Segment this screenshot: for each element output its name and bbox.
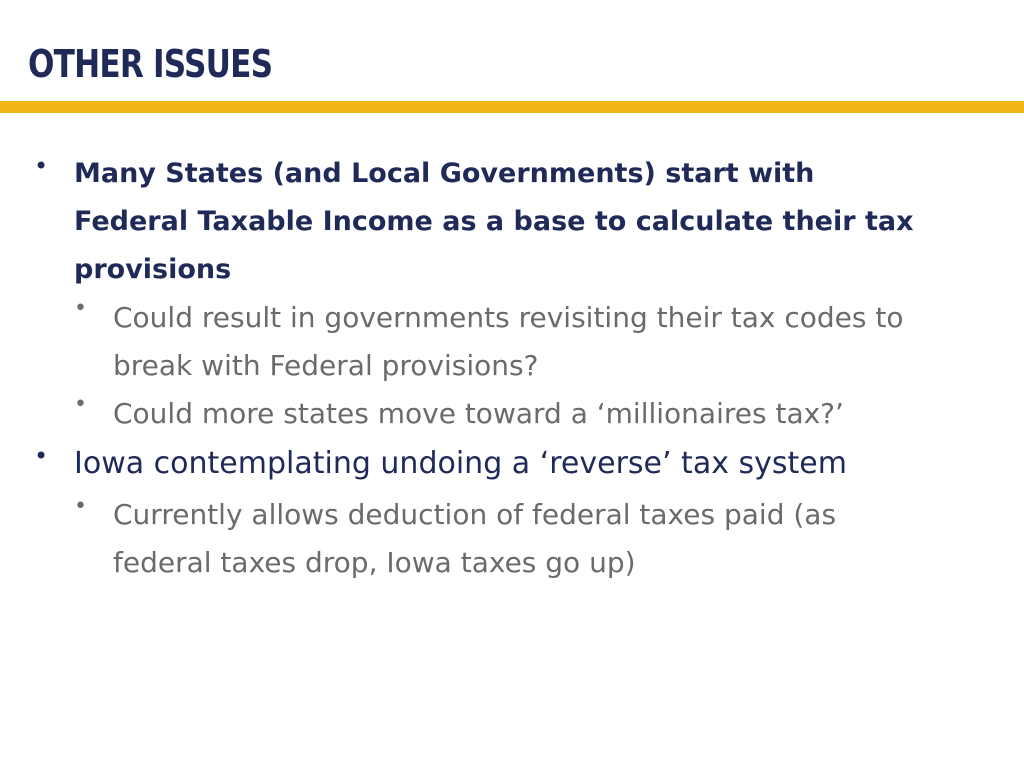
sub-bullet-line: federal taxes drop, Iowa taxes go up) — [113, 546, 636, 579]
slide-title: OTHER ISSUES — [28, 42, 273, 86]
sub-bullet-line: Currently allows deduction of federal taxes paid (as — [113, 498, 837, 531]
sub-bullet-millionaires-tax — [113, 390, 844, 438]
sub-bullet-dot: • — [74, 494, 87, 519]
sub-bullet-dot: • — [74, 296, 87, 321]
sub-bullet-line: break with Federal provisions? — [113, 349, 539, 382]
sub-bullet-dot: • — [74, 392, 87, 417]
sub-bullet-line: Could result in governments revisiting their tax codes to — [113, 301, 904, 334]
sub-bullet-revisit-tax-codes — [113, 294, 904, 390]
bullet-dot: • — [34, 152, 49, 180]
bullet-federal-base — [74, 150, 914, 294]
sub-bullet-federal-deduction — [113, 491, 836, 587]
bullet-line: Many States (and Local Governments) start with — [74, 158, 815, 189]
title-underline-bar — [0, 101, 1024, 113]
bullet-line: Federal Taxable Income as a base to calculate their tax — [74, 206, 914, 237]
bullet-line: Iowa contemplating undoing a ‘reverse’ tax system — [74, 446, 847, 481]
bullet-line: provisions — [74, 254, 232, 285]
bullet-iowa-reverse-tax — [74, 440, 847, 488]
bullet-dot: • — [34, 442, 49, 470]
sub-bullet-line: Could more states move toward a ‘millionaires tax?’ — [113, 397, 844, 430]
